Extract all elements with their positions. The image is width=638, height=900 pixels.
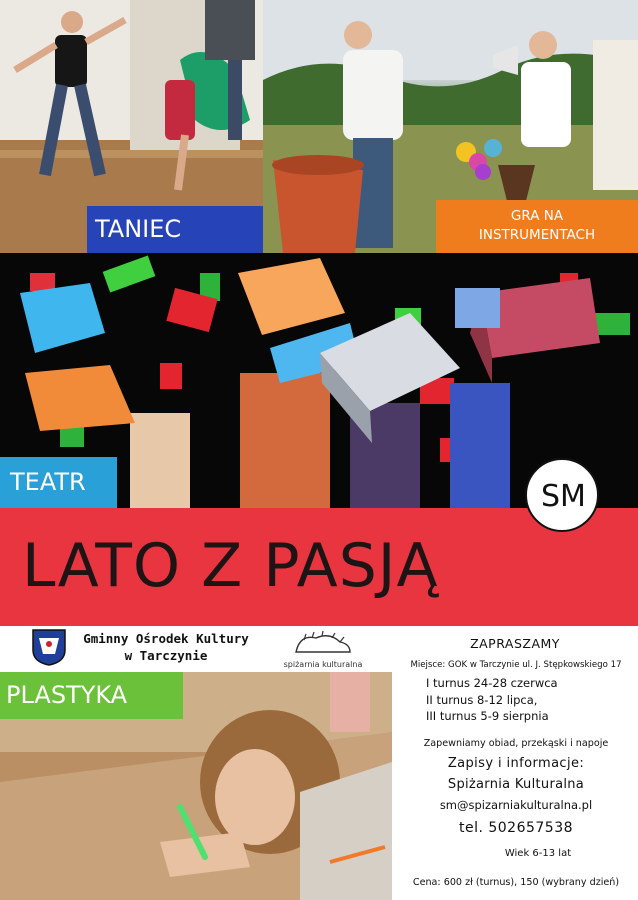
age-range: Wiek 6-13 lat	[504, 848, 572, 859]
category-label-taniec: TANIEC	[87, 206, 263, 253]
category-label-gra-na-instrumentach	[436, 200, 638, 253]
event-location: Miejsce: GOK w Tarczynie ul. J. Stępkowskiego 17	[410, 660, 622, 670]
category-label-gra-line2: INSTRUMENTACH	[478, 227, 596, 243]
gok-name	[72, 630, 260, 664]
turn-item: II turnus 8-12 lipca,	[426, 692, 538, 707]
contact-phone[interactable]: tel. 502657538	[458, 820, 574, 836]
turns-list	[404, 675, 592, 725]
turn-item: I turnus 24-28 czerwca	[426, 676, 558, 690]
signup-heading: Zapisy i informacje:	[447, 756, 585, 771]
contact-email[interactable]: sm@spizarniakulturalna.pl	[439, 798, 593, 812]
gok-name-line2: w Tarczynie	[124, 648, 208, 663]
invitation-heading: ZAPRASZAMY	[470, 636, 560, 651]
category-label-plastyka: PLASTYKA	[0, 672, 183, 719]
turn-item: III turnus 5-9 sierpnia	[426, 709, 549, 723]
contact-name: Spiżarnia Kulturalna	[447, 777, 585, 792]
spizarnia-logo-text: spiżarnia kulturalna	[283, 660, 363, 669]
price-info: Cena: 600 zł (turnus), 150 (wybrany dzień)	[412, 877, 620, 888]
gok-name-line1: Gminny Ośrodek Kultury	[83, 631, 249, 646]
poster-title: LATO Z PASJĄ	[22, 531, 439, 601]
category-label-teatr: TEATR	[0, 457, 117, 508]
gok-crest-icon	[31, 628, 67, 666]
spizarnia-logo-icon	[290, 630, 356, 656]
category-label-gra-line1: GRA NA	[510, 208, 564, 224]
meals-note: Zapewniamy obiad, przekąski i napoje	[423, 738, 609, 749]
sm-logo	[525, 458, 599, 532]
sm-logo-text: SM	[541, 479, 586, 514]
